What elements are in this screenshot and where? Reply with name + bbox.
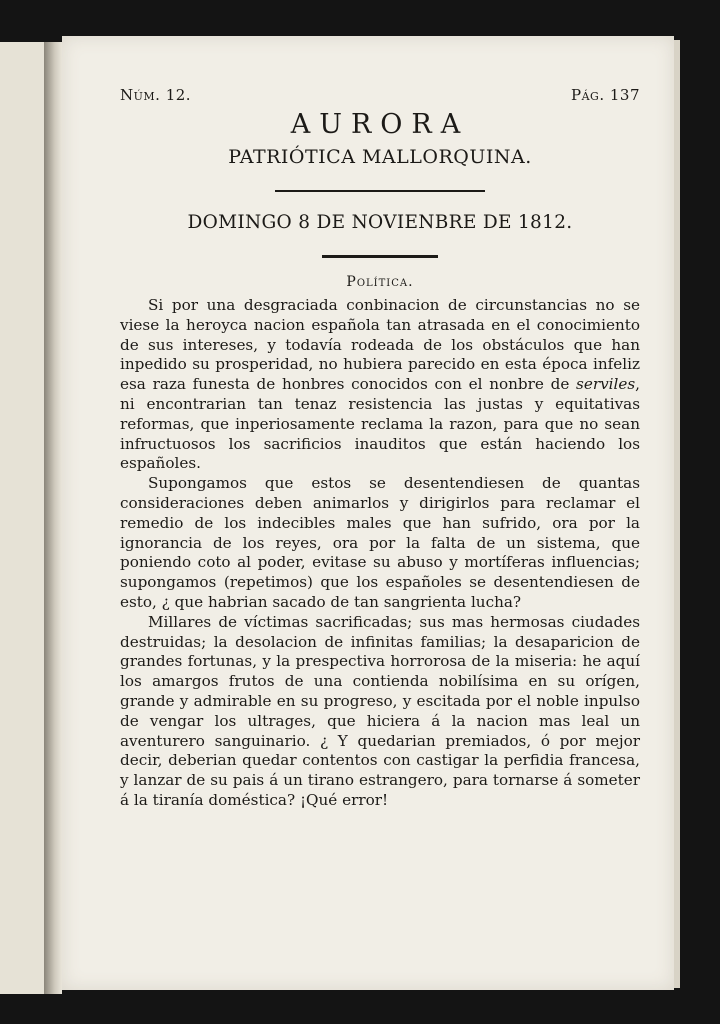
article-paragraph-2: Supongamos que estos se desentendiesen de quantas consideraciones deben animarlos y dirigirlos para reclamar el remedio de los indecibles males que han sufrido, ora por la ignorancia de los reyes, ora por la falta de un sistema, que poniendo coto al poder, evitase su abuso y mortíferas influencias; supongamos (repetimos) que los españoles se desentendiesen de esto, ¿ que habrian sacado de tan sangrienta lucha? xyxy=(120,474,640,611)
divider-rule xyxy=(322,255,438,258)
divider-rule xyxy=(275,190,485,192)
running-header xyxy=(120,86,640,104)
book-gutter xyxy=(44,42,62,994)
page-stack-edge xyxy=(674,40,680,988)
masthead-subtitle: PATRIÓTICA MALLORQUINA. xyxy=(228,146,532,168)
issue-number: Núm. 12. xyxy=(120,86,192,104)
paragraph-text: , ni encontrarian tan tenaz resistencia las justas y equitativas reformas, que inperiosamente reclama la razon, para que no sean infructuosos los sacrificios inauditos que están haciendo los españoles. xyxy=(120,375,640,473)
section-heading: Política. xyxy=(346,274,414,290)
previous-page-edge xyxy=(0,42,46,994)
paragraph-text: Si por una desgraciada conbinacion de circunstancias no se viese la heroyca nacion española tan atrasada en el conocimiento de sus intereses, y todavía rodeada de los obstáculos que han inpedido su prosperidad, no hubiera parecido en esta época infeliz esa raza funesta de honbres conocidos con el nonbre de xyxy=(120,296,640,394)
page-number: Pág. 137 xyxy=(571,86,640,104)
dateline: DOMINGO 8 DE NOVIENBRE DE 1812. xyxy=(187,212,573,233)
emphasized-term: serviles xyxy=(576,375,636,394)
newspaper-page xyxy=(62,36,674,990)
article-paragraph-1 xyxy=(120,296,640,474)
page-content xyxy=(120,86,640,811)
masthead-title: AURORA xyxy=(290,109,470,140)
article-paragraph-3: Millares de víctimas sacrificadas; sus mas hermosas ciudades destruidas; la desolacion de infinitas familias; la desaparicion de grandes fortunas, y la prespectiva horrorosa de la miseria: he aquí los amargos frutos de una contienda nobilísima en su orígen, grande y admirable en su progreso, y escitada por el noble inpulso de vengar los ultrages, que hiciera á la nacion mas leal un aventurero sanguinario. ¿ Y quedarian premiados, ó por mejor decir, deberian quedar contentos con castigar la perfidia francesa, y lanzar de su pais á un tirano estrangero, para tornarse á someter á la tiranía doméstica? ¡Qué error! xyxy=(120,612,640,809)
